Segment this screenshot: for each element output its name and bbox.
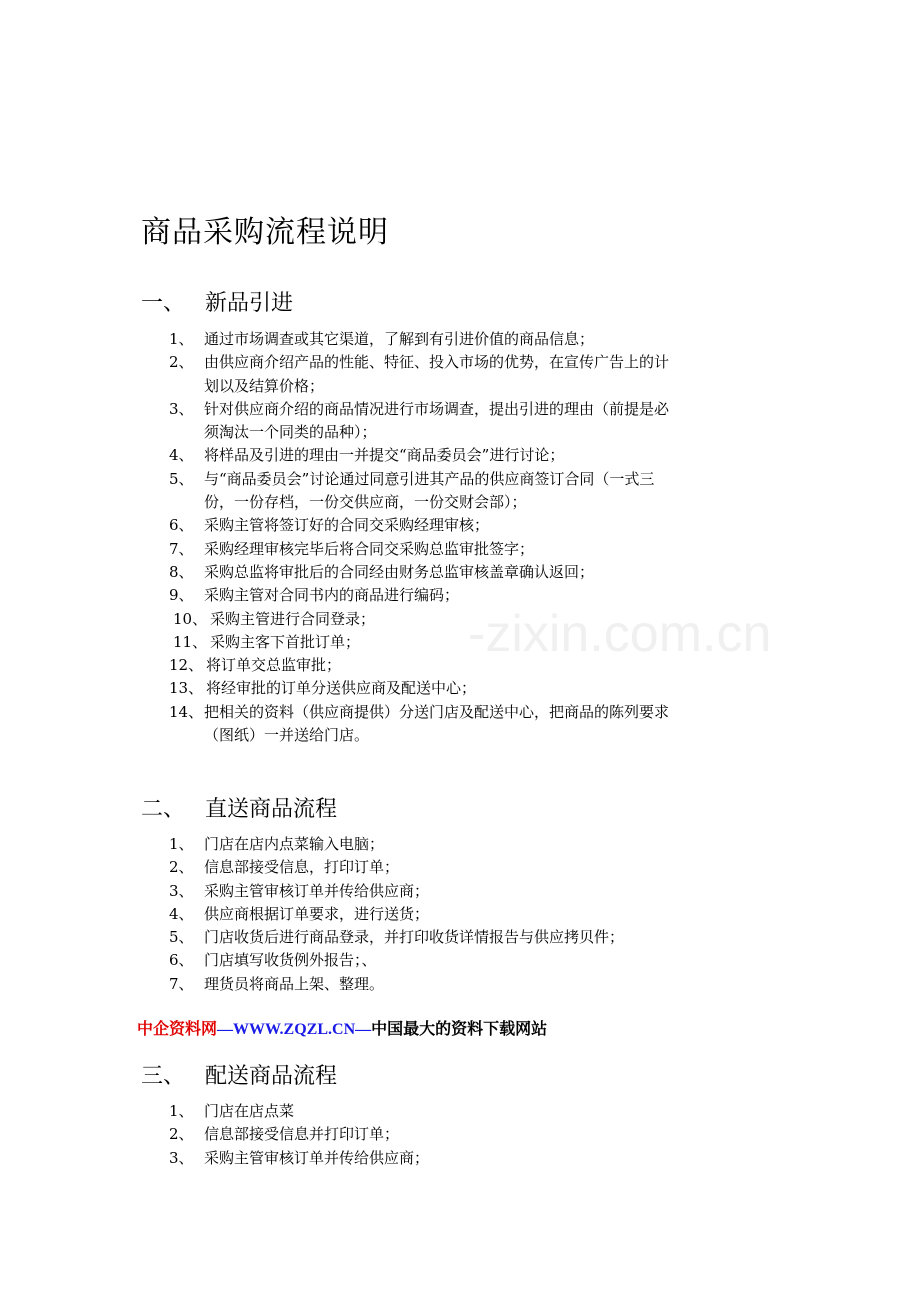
section-title: 新品引进 xyxy=(205,291,294,316)
banner-tagline: 中国最大的资料下载网站 xyxy=(371,1019,548,1038)
item-text: 采购总监将审批后的合同经由财务总监审核盖章确认返回； xyxy=(204,562,595,581)
list-item xyxy=(169,561,789,584)
item-number: 12、 xyxy=(169,656,204,675)
section-2-list xyxy=(169,833,789,996)
banner-site-name: 中企资料网 xyxy=(137,1019,218,1038)
list-item xyxy=(169,973,789,996)
item-number: 4、 xyxy=(169,904,194,923)
item-number: 10、 xyxy=(173,609,208,628)
list-item xyxy=(169,1147,789,1170)
item-text: 采购主管将签订好的合同交采购经理审核； xyxy=(204,516,490,535)
list-item xyxy=(169,328,789,351)
section-title: 配送商品流程 xyxy=(205,1064,338,1089)
banner-dash: — xyxy=(355,1021,372,1038)
item-text: 把相关的资料（供应商提供）分送门店及配送中心，把商品的陈列要求 xyxy=(204,702,670,721)
item-number: 5、 xyxy=(169,928,194,947)
section-number: 一、 xyxy=(141,291,186,316)
list-item xyxy=(169,654,789,677)
item-text: 采购经理审核完毕后将合同交采购总监审批签字； xyxy=(204,539,535,558)
item-text-continued: 份，一份存档，一份交供应商，一份交财会部）； xyxy=(204,493,527,512)
section-heading-1 xyxy=(141,289,293,319)
item-number: 3、 xyxy=(169,1148,194,1167)
list-item xyxy=(169,677,789,700)
item-number: 7、 xyxy=(169,974,194,993)
section-1-list xyxy=(169,328,789,747)
item-number: 2、 xyxy=(169,858,194,877)
list-item xyxy=(169,949,789,972)
list-item xyxy=(169,608,789,631)
banner-url-link[interactable]: WWW.ZQZL.CN xyxy=(233,1021,356,1038)
list-item xyxy=(169,701,789,748)
item-number: 1、 xyxy=(169,1102,194,1120)
item-text: 通过市场调查或其它渠道，了解到有引进价值的商品信息； xyxy=(204,330,595,348)
item-text: 门店填写收货例外报告；、 xyxy=(204,951,377,970)
section-number: 三、 xyxy=(141,1064,186,1089)
list-item xyxy=(169,1123,789,1146)
item-number: 1、 xyxy=(169,330,194,348)
item-text: 采购主管对合同书内的商品进行编码； xyxy=(204,586,460,605)
item-number: 1、 xyxy=(169,835,194,853)
item-text: 采购主管进行合同登录； xyxy=(210,609,376,628)
section-heading-2 xyxy=(141,795,337,825)
section-number: 二、 xyxy=(141,797,186,822)
item-text: 与“商品委员会”讨论通过同意引进其产品的供应商签订合同（一式三 xyxy=(204,469,655,488)
list-item xyxy=(169,880,789,903)
list-item xyxy=(169,833,789,856)
item-text: 门店在店内点菜输入电脑； xyxy=(204,835,385,853)
item-text: 采购主管审核订单并传给供应商； xyxy=(204,1148,430,1167)
item-number: 2、 xyxy=(169,353,194,372)
banner-dash: — xyxy=(217,1021,234,1038)
list-item xyxy=(169,538,789,561)
list-item xyxy=(169,926,789,949)
list-item xyxy=(169,584,789,607)
item-text: 将样品及引进的理由一并提交“商品委员会”进行讨论； xyxy=(204,446,565,465)
page-title: 商品采购流程说明 xyxy=(141,215,389,250)
section-3-list xyxy=(169,1100,789,1170)
list-item xyxy=(169,903,789,926)
item-text: 信息部接受信息，打印订单； xyxy=(204,858,400,877)
section-heading-3 xyxy=(141,1062,337,1092)
item-number: 7、 xyxy=(169,539,194,558)
list-item xyxy=(169,398,789,445)
list-item xyxy=(169,856,789,879)
item-text-continued: （图纸）一并送给门店。 xyxy=(204,726,370,745)
section-title: 直送商品流程 xyxy=(205,797,338,822)
item-text: 采购主客下首批订单； xyxy=(210,632,361,651)
item-number: 6、 xyxy=(169,516,194,535)
item-number: 6、 xyxy=(169,951,194,970)
watermark: -zixin.com.cn xyxy=(468,605,772,663)
list-item xyxy=(169,351,789,398)
item-number: 14、 xyxy=(169,702,204,721)
list-item xyxy=(169,444,789,467)
item-number: 2、 xyxy=(169,1125,194,1144)
item-text: 信息部接受信息并打印订单； xyxy=(204,1125,400,1144)
item-text: 针对供应商介绍的商品情况进行市场调查，提出引进的理由（前提是必 xyxy=(204,399,670,418)
item-text-continued: 划以及结算价格； xyxy=(204,376,325,395)
item-text: 供应商根据订单要求，进行送货； xyxy=(204,904,430,923)
item-number: 3、 xyxy=(169,881,194,900)
list-item xyxy=(169,1100,789,1123)
item-number: 11、 xyxy=(173,632,208,651)
item-text: 门店在店点菜 xyxy=(204,1102,295,1120)
item-number: 13、 xyxy=(169,679,204,698)
item-text: 由供应商介绍产品的性能、特征、投入市场的优势，在宣传广告上的计 xyxy=(204,353,670,372)
item-number: 9、 xyxy=(169,586,194,605)
item-text: 将订单交总监审批； xyxy=(206,656,342,675)
item-number: 4、 xyxy=(169,446,194,465)
item-text-continued: 须淘汰一个同类的品种）； xyxy=(204,423,377,442)
item-text: 门店收货后进行商品登录，并打印收货详情报告与供应拷贝件； xyxy=(204,928,625,947)
item-number: 3、 xyxy=(169,399,194,418)
item-number: 8、 xyxy=(169,562,194,581)
list-item xyxy=(169,631,789,654)
list-item xyxy=(169,514,789,537)
item-text: 理货员将商品上架、整理。 xyxy=(204,974,385,993)
list-item xyxy=(169,468,789,515)
item-text: 将经审批的订单分送供应商及配送中心； xyxy=(206,679,477,698)
item-number: 5、 xyxy=(169,469,194,488)
item-text: 采购主管审核订单并传给供应商； xyxy=(204,881,430,900)
site-banner xyxy=(137,1017,547,1042)
